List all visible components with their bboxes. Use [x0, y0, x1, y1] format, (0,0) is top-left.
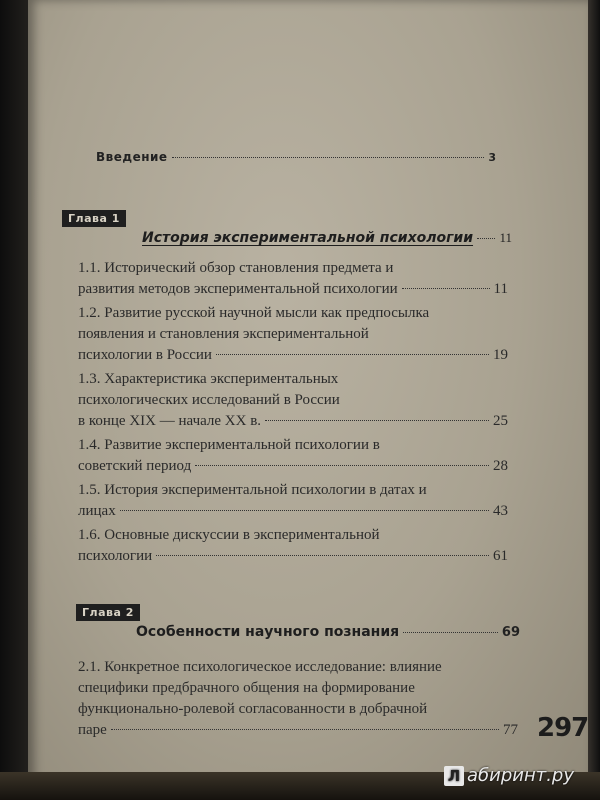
chapter-1-badge: Глава 1 [62, 210, 126, 227]
dot-leader [156, 555, 489, 556]
toc-entry-line: специфики предбрачного общения на формирование [78, 680, 415, 696]
intro-page: 3 [488, 151, 496, 164]
chapter-1-page: 11 [499, 230, 512, 245]
chapter-2-page: 69 [501, 625, 520, 640]
toc-entry-page: 77 [503, 722, 518, 738]
toc-entry-line: 1.5. История экспериментальной психологии в датах и [78, 482, 427, 498]
toc-entry-page: 19 [493, 347, 508, 363]
dot-leader [265, 420, 489, 421]
toc-entry-page: 11 [493, 281, 508, 297]
dot-leader [216, 354, 489, 355]
toc-entry-line: 1.4. Развитие экспериментальной психологии в [78, 437, 380, 453]
background-right [586, 0, 600, 800]
chapter-2-entries [78, 657, 518, 744]
toc-intro [96, 150, 496, 164]
toc-entry-line: лицах [78, 503, 116, 519]
toc-entry-last-line [78, 411, 508, 432]
toc-entry [78, 435, 508, 477]
toc-entry [78, 369, 508, 432]
labirint-logo-icon: Л [444, 766, 464, 786]
intro-label: Введение [96, 150, 168, 164]
toc-entry-page: 61 [493, 548, 508, 564]
toc-entry [78, 303, 508, 366]
chapter-1-title-row [142, 230, 512, 246]
toc-entry-last-line [78, 456, 508, 477]
toc-entry-line: 1.3. Характеристика экспериментальных [78, 371, 339, 387]
toc-entry-line: советский период [78, 458, 192, 474]
chapter-1-entries [78, 258, 508, 570]
toc-entry-line: паре [78, 722, 107, 738]
toc-entry [78, 657, 518, 741]
chapter-2-title-row [136, 624, 520, 640]
toc-entry-last-line [78, 345, 508, 366]
dot-leader [172, 157, 485, 158]
chapter-2-badge: Глава 2 [76, 604, 140, 621]
toc-entry-line: функционально-ролевой согласованности в добрачной [78, 701, 428, 717]
toc-entry-line: психологических исследований в России [78, 392, 340, 408]
toc-entry-last-line [78, 720, 518, 741]
toc-entry-last-line [78, 279, 508, 300]
toc-entry [78, 525, 508, 567]
chapter-2-title: Особенности научного познания [136, 624, 400, 640]
labirint-watermark [444, 765, 574, 786]
toc-entry-page: 43 [493, 503, 508, 519]
toc-entry-line: появления и становления экспериментальной [78, 326, 369, 342]
dot-leader [402, 288, 490, 289]
toc-entry-page: 25 [493, 413, 508, 429]
toc-entry [78, 258, 508, 300]
page-number: 297 [537, 713, 589, 743]
dot-leader [111, 729, 499, 730]
toc-entry-last-line [78, 501, 508, 522]
toc-entry-line: психологии в России [78, 347, 212, 363]
toc-entry-page: 28 [493, 458, 508, 474]
toc-entry-line: в конце XIX — начале XX в. [78, 413, 262, 429]
toc-entry-line: 2.1. Конкретное психологическое исследование: влияние [78, 659, 442, 675]
toc-entry [78, 480, 508, 522]
toc-entry-line: 1.1. Исторический обзор становления предмета и [78, 260, 394, 276]
toc-entry-line: 1.2. Развитие русской научной мысли как предпосылка [78, 305, 430, 321]
toc-entry-line: развития методов экспериментальной психологии [78, 281, 398, 297]
dot-leader [195, 465, 489, 466]
dot-leader [120, 510, 489, 511]
dot-leader [477, 238, 495, 239]
toc-entry-line: психологии [78, 548, 153, 564]
toc-entry-last-line [78, 546, 508, 567]
toc-entry-line: 1.6. Основные дискуссии в экспериментальной [78, 527, 380, 543]
watermark-text: абиринт.ру [466, 765, 574, 786]
chapter-1-title: История экспериментальной психологии [142, 230, 474, 246]
dot-leader [403, 632, 498, 633]
